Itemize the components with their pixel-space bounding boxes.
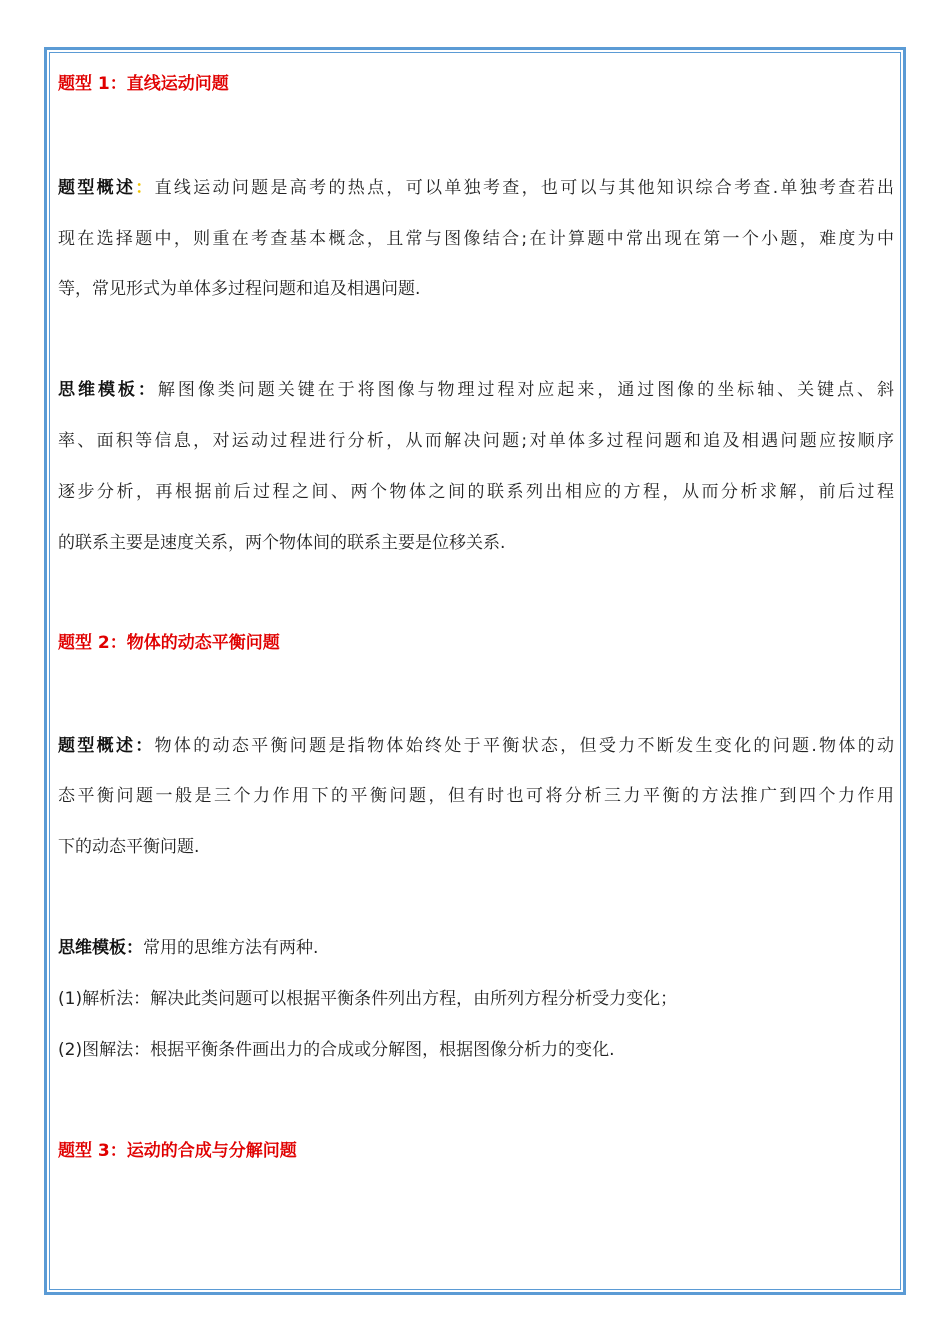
section-1-overview-colon: ： [135, 178, 155, 198]
section-1-overview-line-2: 现在选择题中，则重在考查基本概念，且常与图像结合;在计算题中常出现在第一个小题，难度为中 [58, 229, 894, 249]
section-2-overview-line-2: 态平衡问题一般是三个力作用下的平衡问题，但有时也可将分析三力平衡的方法推广到四个力作用 [58, 786, 894, 806]
section-1-heading: 题型 1：直线运动问题 [58, 74, 229, 94]
section-3-heading: 题型 3：运动的合成与分解问题 [58, 1141, 297, 1161]
section-2-template-line-3: (2)图解法：根据平衡条件画出力的合成或分解图，根据图像分析力的变化. [58, 1040, 615, 1060]
section-1-template-line-2: 率、面积等信息，对运动过程进行分析，从而解决问题;对单体多过程问题和追及相遇问题应按顺序 [58, 431, 894, 451]
section-2-overview-line-3: 下的动态平衡问题. [58, 837, 200, 857]
section-1-template-label: 思维模板： [58, 380, 158, 400]
section-2-template-label: 思维模板： [58, 938, 143, 958]
section-1-template-line-3: 逐步分析，再根据前后过程之间、两个物体之间的联系列出相应的方程，从而分析求解，前后过程 [58, 482, 894, 502]
section-2-template-line-2: (1)解析法：解决此类问题可以根据平衡条件列出方程，由所列方程分析受力变化； [58, 989, 678, 1009]
section-1-overview-line-1: 题型概述：直线运动问题是高考的热点，可以单独考查，也可以与其他知识综合考查.单独考查若出 [58, 178, 895, 198]
section-1-template-line-1: 思维模板：解图像类问题关键在于将图像与物理过程对应起来，通过图像的坐标轴、关键点、斜 [58, 380, 895, 400]
section-2-template-line-1: 思维模板：常用的思维方法有两种. [58, 938, 319, 958]
section-2-overview-line-1: 题型概述：物体的动态平衡问题是指物体始终处于平衡状态，但受力不断发生变化的问题.物体的动 [58, 736, 895, 756]
section-1-overview-label: 题型概述 [58, 178, 136, 198]
section-2-overview-label: 题型概述： [58, 736, 155, 756]
section-1-template-line-4: 的联系主要是速度关系，两个物体间的联系主要是位移关系. [58, 533, 506, 553]
section-2-heading: 题型 2：物体的动态平衡问题 [58, 633, 280, 653]
section-1-overview-line-3: 等，常见形式为单体多过程问题和追及相遇问题. [58, 279, 421, 299]
